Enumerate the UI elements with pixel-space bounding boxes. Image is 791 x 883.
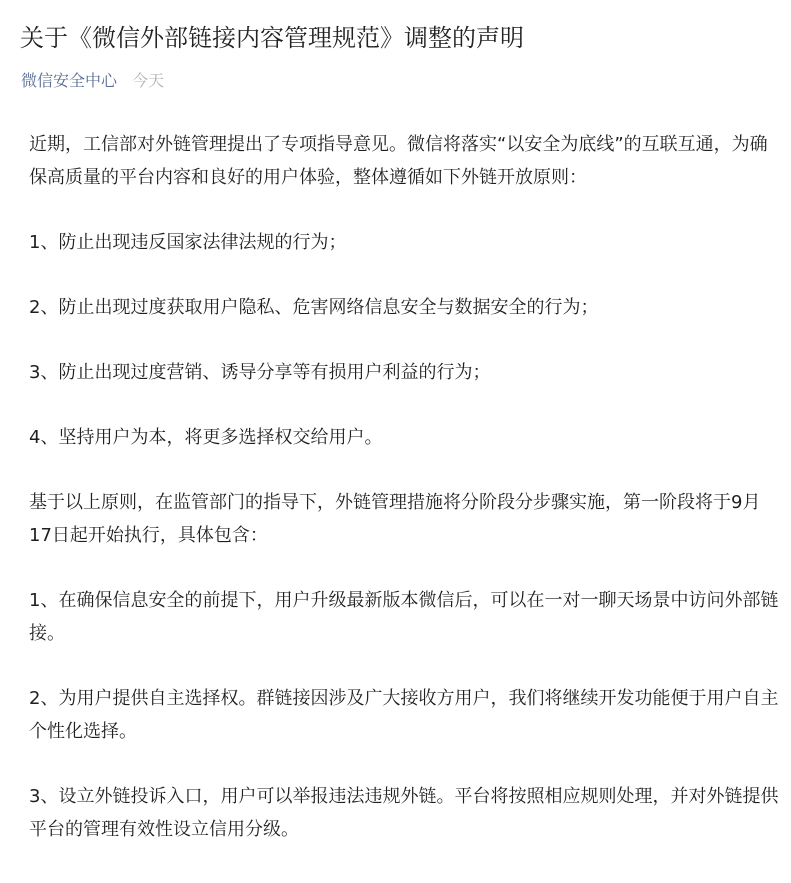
principle-2: 2、防止出现过度获取用户隐私、危害网络信息安全与数据安全的行为；: [29, 297, 599, 318]
principle-4: 4、坚持用户为本，将更多选择权交给用户。: [29, 427, 383, 448]
principle-1: 1、防止出现违反国家法律法规的行为；: [29, 232, 347, 253]
intro-paragraph: 近期，工信部对外链管理提出了专项指导意见。微信将落实“以安全为底线”的互联互通，为确保高质量的平台内容和良好的用户体验，整体遵循如下外链开放原则：: [29, 134, 768, 188]
principle-3: 3、防止出现过度营销、诱导分享等有损用户利益的行为；: [29, 362, 491, 383]
publish-date: 今天: [132, 71, 165, 90]
article-meta: [21, 69, 164, 93]
author-link[interactable]: 微信安全中心: [21, 71, 118, 90]
measure-1: 1、在确保信息安全的前提下，用户升级最新版本微信后，可以在一对一聊天场景中访问外部链接。: [29, 590, 779, 644]
measure-3: 3、设立外链投诉入口，用户可以举报违法违规外链。平台将按照相应规则处理，并对外链提供平台的管理有效性设立信用分级。: [29, 786, 779, 840]
measure-2: 2、为用户提供自主选择权。群链接因涉及广大接收方用户，我们将继续开发功能便于用户自主个性化选择。: [29, 688, 779, 742]
phase-intro-paragraph: 基于以上原则，在监管部门的指导下，外链管理措施将分阶段分步骤实施，第一阶段将于9月17日起开始执行，具体包含：: [29, 492, 761, 546]
article-body: [29, 128, 779, 878]
article-title: 关于《微信外部链接内容管理规范》调整的声明: [20, 24, 524, 52]
